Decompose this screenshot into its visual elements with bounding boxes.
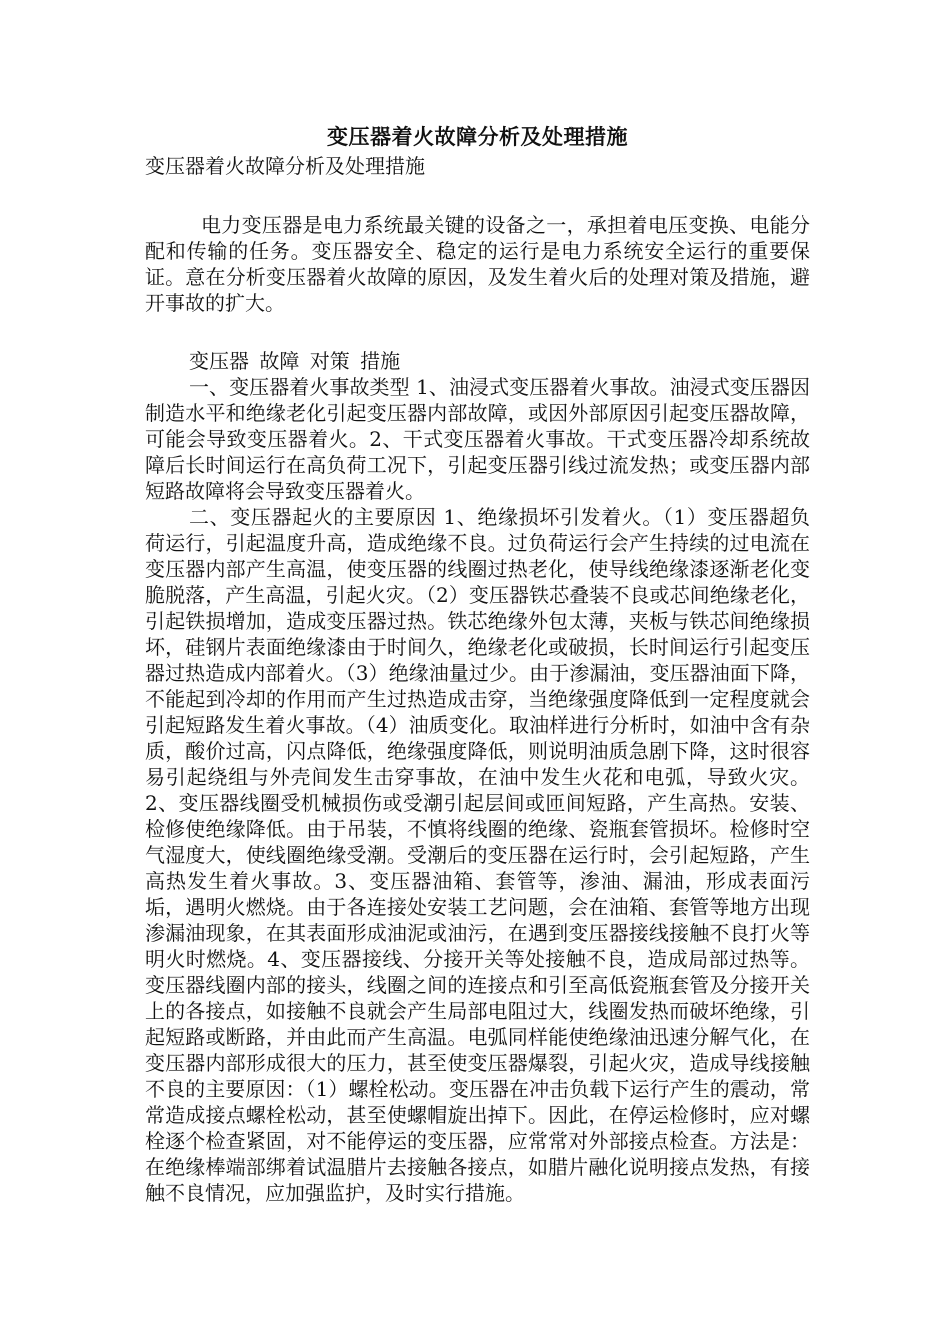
section-one-paragraph: 一、变压器着火事故类型 1、油浸式变压器着火事故。油浸式变压器因制造水平和绝缘老化引起变压器内部故障，或因外部原因引起变压器故障，可能会导致变压器着火。2、干式变压器着火事故。干式变压器冷却系统故障后长时间运行在高负荷工况下，引起变压器引线过流发热；或变压器内部短路故障将会导致变压器着火。 (145, 375, 810, 503)
document-subtitle: 变压器着火故障分析及处理措施 (145, 154, 425, 178)
document-title: 变压器着火故障分析及处理措施 (327, 124, 628, 149)
abstract-paragraph: 电力变压器是电力系统最关键的设备之一，承担着电压变换、电能分配和传输的任务。变压器安全、稳定的运行是电力系统安全运行的重要保证。意在分析变压器着火故障的原因，及发生着火后的处理对策及措施，避开事故的扩大。 (145, 213, 810, 315)
keywords-line: 变压器 故障 对策 措施 (189, 349, 401, 373)
section-two-paragraph: 二、变压器起火的主要原因 1、绝缘损坏引发着火。（1）变压器超负荷运行，引起温度升高，造成绝缘不良。过负荷运行会产生持续的过电流在变压器内部产生高温，使变压器的线圈过热老化，使导线绝缘漆逐渐老化变脆脱落，产生高温，引起火灾。（2）变压器铁芯叠装不良或芯间绝缘老化，引起铁损增加，造成变压器过热。铁芯绝缘外包太薄，夹板与铁芯间绝缘损坏，硅钢片表面绝缘漆由于时间久，绝缘老化或破损，长时间运行引起变压器过热造成内部着火。（3）绝缘油量过少。由于渗漏油，变压器油面下降，不能起到冷却的作用而产生过热造成击穿，当绝缘强度降低到一定程度就会引起短路发生着火事故。（4）油质变化。取油样进行分析时，如油中含有杂质，酸价过高，闪点降低，绝缘强度降低，则说明油质急剧下降，这时很容易引起绕组与外壳间发生击穿事故，在油中发生火花和电弧，导致火灾。2、变压器线圈受机械损伤或受潮引起层间或匝间短路，产生高热。安装、检修使绝缘降低。由于吊装，不慎将线圈的绝缘、瓷瓶套管损坏。检修时空气湿度大，使线圈绝缘受潮。受潮后的变压器在运行时，会引起短路，产生高热发生着火事故。3、变压器油箱、套管等，渗油、漏油，形成表面污垢，遇明火燃烧。由于各连接处安装工艺问题，会在油箱、套管等地方出现渗漏油现象，在其表面形成油泥或油污，在遇到变压器接线接触不良打火等明火时燃烧。4、变压器接线、分接开关等处接触不良，造成局部过热等。变压器线圈内部的接头，线圈之间的连接点和引至高低瓷瓶套管及分接开关上的各接点，如接触不良就会产生局部电阻过大，线圈发热而破坏绝缘，引起短路或断路，并由此而产生高温。电弧同样能使绝缘油迅速分解气化，在变压器内部形成很大的压力，甚至使变压器爆裂，引起火灾，造成导线接触不良的主要原因：（1）螺栓松动。变压器在冲击负载下运行产生的震动，常常造成接点螺栓松动，甚至使螺帽旋出掉下。因此，在停运检修时，应对螺栓逐个检查紧固，对不能停运的变压器，应常常对外部接点检查。方法是：在绝缘棒端部绑着试温腊片去接触各接点，如腊片融化说明接点发热，有接触不良情况，应加强监护，及时实行措施。 (145, 505, 810, 1205)
document-page (145, 122, 810, 1206)
